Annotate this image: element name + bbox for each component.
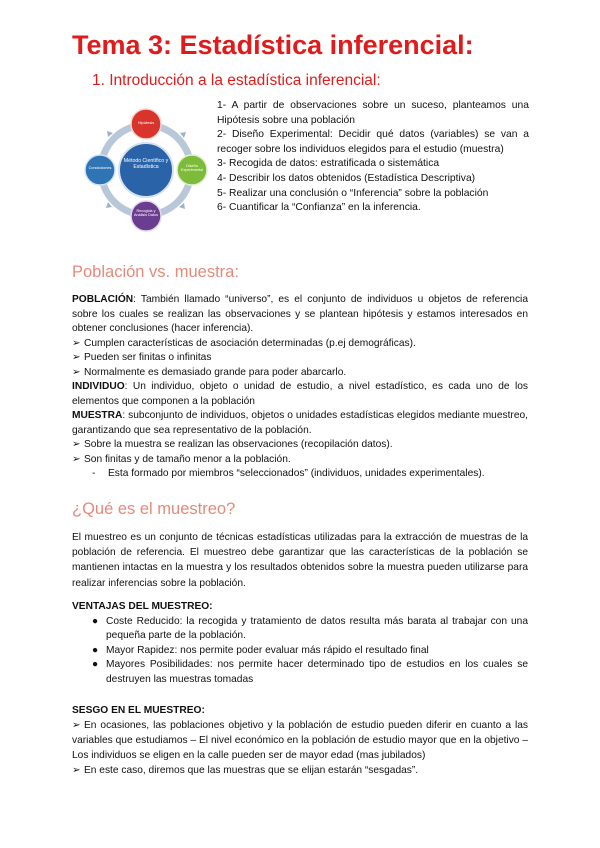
muestreo-intro: El muestreo es un conjunto de técnicas estadísticas utilizadas para la extracción de muestras de la población de referencia. El muestreo debe garantizar que las características de la población se mantienen intactas en la muestra y los resultados obtenidos sobre la muestra pueden utilizarse para realizar inferencias sobre la población.: [72, 532, 528, 589]
diagram-node-bottom-label: Recogida y Análisis Datos: [133, 209, 159, 218]
poblacion-section-body: [72, 293, 528, 482]
method-steps-list: [217, 99, 529, 216]
individuo-text: : Un individuo, objeto o unidad de estudio, a nivel estadístico, es cada uno de los elementos que componen a la población: [72, 381, 528, 407]
list-item: ● Mayores Posibilidades: nos permite hacer determinado tipo de estudios en los cuales se destruyen las muestras tomadas: [92, 659, 528, 685]
muestra-label: MUESTRA: [72, 410, 123, 421]
arrow-bullet-icon: ➢: [72, 765, 81, 776]
step-item: 6- Cuantificar la “Confianza” en la inferencia.: [217, 202, 421, 214]
arrow-bullet-icon: ➢: [72, 352, 81, 363]
list-item: ● Coste Reducido: la recogida y tratamiento de datos resulta más barata al trabajar con una pequeña parte de la población.: [92, 615, 528, 641]
dot-bullet-icon: ●: [92, 659, 99, 670]
scientific-method-diagram: [82, 105, 210, 235]
section-heading-muestreo: ¿Qué es el muestreo?: [72, 500, 236, 518]
list-item: ➢ Cumplen características de asociación determinadas (p.ej demográficas).: [72, 337, 528, 352]
arrow-bullet-icon: ➢: [72, 439, 81, 450]
list-item: ➢ Normalmente es demasiado grande para poder abarcarlo.: [72, 366, 528, 381]
diagram-node-left-label: Conclusiones: [88, 166, 112, 170]
dot-bullet-icon: ●: [92, 644, 99, 656]
diagram-node-top-label: Hipótesis: [137, 120, 155, 125]
page-title: Tema 3: Estadística inferencial:: [72, 30, 474, 60]
muestra-definition: [72, 409, 528, 438]
step-item: 1- A partir de observaciones sobre un suceso, planteamos una Hipótesis sobre una población: [217, 100, 529, 126]
poblacion-label: POBLACIÓN: [72, 294, 134, 305]
individuo-label: INDIVIDUO: [72, 381, 125, 392]
step-item: 3- Recogida de datos: estratificada o sistemática: [217, 158, 440, 170]
diagram-center-label: Método Científico y Estadística: [123, 158, 169, 170]
arrow-bullet-icon: ➢: [72, 453, 81, 465]
muestreo-section-body: [72, 530, 528, 591]
list-item: - Esta formado por miembros “seleccionados” (individuos, unidades experimentales).: [72, 467, 528, 482]
arrow-bullet-icon: ➢: [72, 366, 81, 378]
arrow-bullet-icon: ➢: [72, 720, 81, 731]
list-item: ➢ Pueden ser finitas o infinitas: [72, 351, 528, 366]
list-item: ➢ En ocasiones, las poblaciones objetivo y la población de estudio pueden diferir en cuanto a las variables que estudiamos – El nivel económico en la población de estudio mayor que en la objetivo –Los individuos se eligen en la calle pueden ser de mayor edad (mas jubilados): [72, 720, 528, 761]
step-item: 4- Describir los datos obtenidos (Estadística Descriptiva): [217, 172, 476, 184]
list-item: ➢ Sobre la muestra se realizan las observaciones (recopilación datos).: [72, 438, 528, 453]
individuo-definition: [72, 380, 528, 409]
diagram-node-right-label: Diseño Experimental: [180, 164, 204, 173]
dot-bullet-icon: ●: [92, 615, 99, 627]
step-item: 5- Realizar una conclusión o “Inferencia” sobre la población: [217, 187, 489, 199]
poblacion-text: : También llamado “universo”, es el conjunto de individuos u objetos de referencia sobre los cuales se realizan las observaciones y se plantean hipótesis y estamos interesados en obtener conclusiones (hacer inferencia).: [72, 294, 528, 334]
muestra-text: : subconjunto de individuos, objetos o unidades estadísticas elegidos mediante muestreo, garantizando que sea representativo de la población.: [72, 410, 528, 436]
step-item: 2- Diseño Experimental: Decidir qué datos (variables) se van a recoger sobre los individuos elegidos para el estudio (muestra): [217, 129, 529, 155]
section-heading-poblacion: Población vs. muestra:: [72, 263, 239, 281]
dash-bullet-icon: -: [92, 468, 96, 479]
sesgo-heading: SESGO EN EL MUESTREO:: [72, 705, 205, 716]
list-item: ➢ En este caso, diremos que las muestras que se elijan estarán “sesgadas”.: [72, 765, 419, 776]
poblacion-definition: [72, 293, 528, 337]
sesgo-block: [72, 703, 528, 778]
ventajas-block: [72, 600, 528, 687]
list-item: ● Mayor Rapidez: nos permite poder evaluar más rápido el resultado final: [72, 644, 528, 659]
section-intro-heading: 1. Introducción a la estadística inferencial:: [92, 72, 381, 89]
list-item: ➢ Son finitas y de tamaño menor a la población.: [72, 453, 528, 468]
arrow-bullet-icon: ➢: [72, 337, 81, 349]
ventajas-heading: VENTAJAS DEL MUESTREO:: [72, 601, 213, 612]
